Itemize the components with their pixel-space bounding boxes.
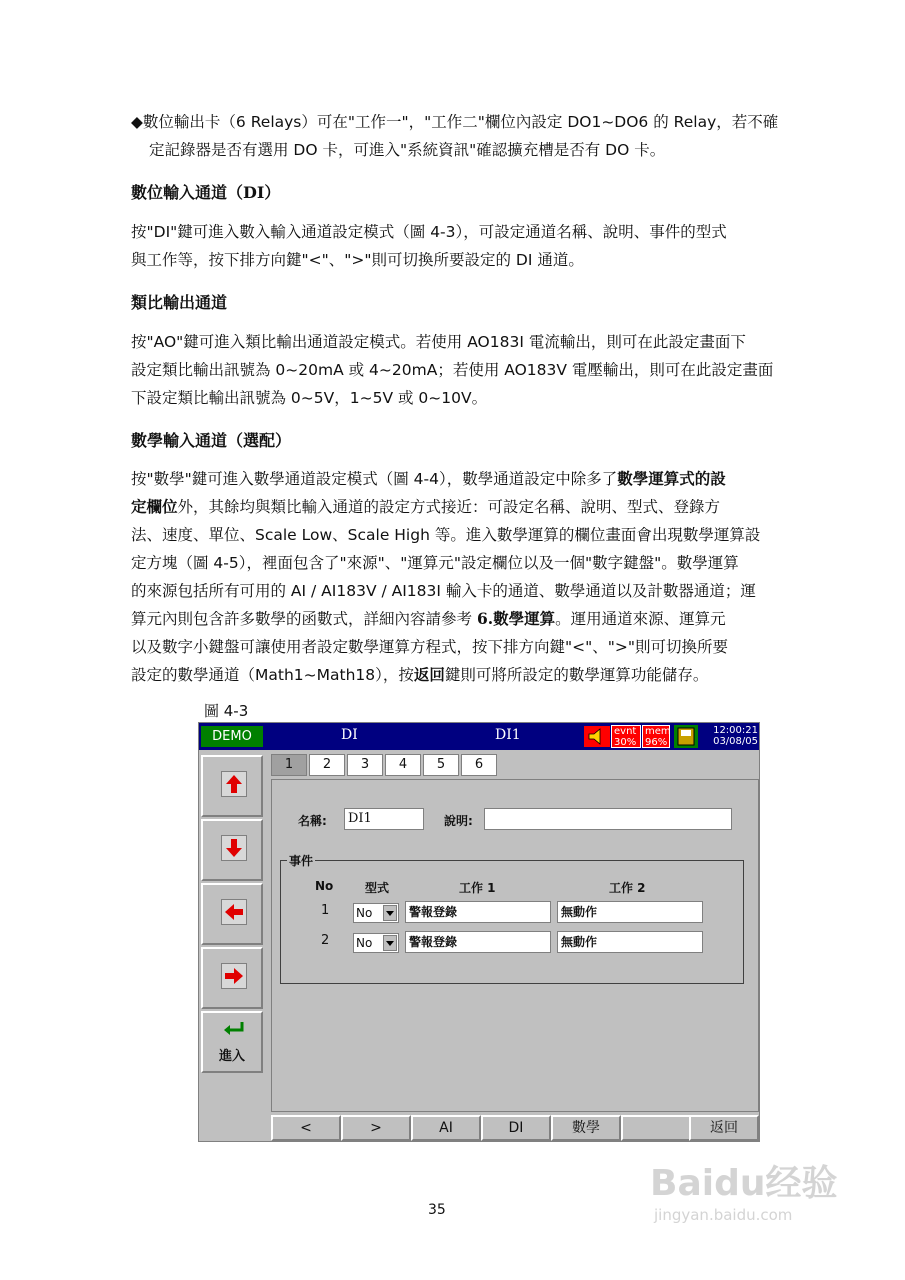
name-input[interactable]: DI1: [344, 808, 424, 830]
paragraph-ao-line1: 按"AO"鍵可進入類比輸出通道設定模式。若使用 AO183I 電流輸出，則可在此設定畫面下: [131, 333, 746, 351]
paragraph-math-line1: 按"數學"鍵可進入數學通道設定模式（圖 4-4），數學通道設定中除多了數學運算式的設: [131, 469, 726, 488]
side-toolbar: [199, 751, 265, 1141]
description-label: 說明:: [444, 814, 473, 828]
tab-2[interactable]: 2: [309, 754, 345, 776]
tab-3[interactable]: 3: [347, 754, 383, 776]
heading-analog-output: 類比輸出通道: [131, 293, 228, 312]
paragraph-do-line1: ◆數位輸出卡（6 Relays）可在"工作一"，"工作二"欄位內設定 DO1~DO6 的 Relay，若不確: [131, 113, 779, 131]
up-button[interactable]: [201, 755, 263, 817]
paragraph-ao-line2: 設定類比輸出訊號為 0~20mA 或 4~20mA；若使用 AO183V 電壓輸出，則可在此設定畫面: [131, 361, 774, 379]
heading-digital-input: 數位輸入通道（DI）: [131, 183, 281, 202]
bottom-toolbar: [271, 1115, 759, 1141]
tab-6[interactable]: 6: [461, 754, 497, 776]
paragraph-di-line2: 與工作等，按下排方向鍵"<"、">"則可切換所要設定的 DI 通道。: [131, 251, 584, 269]
paragraph-math-line4: 定方塊（圖 4-5），裡面包含了"來源"、"運算元"設定欄位以及一個"數字鍵盤"。數學運算: [131, 554, 739, 572]
paragraph-ao-line3: 下設定類比輸出訊號為 0~5V，1~5V 或 0~10V。: [131, 389, 488, 407]
row1-job1-input[interactable]: 警報登錄: [405, 901, 551, 923]
down-button[interactable]: [201, 819, 263, 881]
settings-panel: [271, 779, 759, 1112]
prev-button[interactable]: <: [271, 1115, 341, 1141]
page-number: 35: [428, 1202, 446, 1218]
col-job2: 工作 2: [609, 881, 646, 895]
event-group: [280, 854, 744, 984]
chevron-down-icon: [383, 905, 397, 921]
math-button[interactable]: 數學: [551, 1115, 621, 1141]
col-no: No: [315, 879, 334, 893]
figure-caption: 圖 4-3: [204, 702, 249, 720]
tab-1[interactable]: 1: [271, 754, 307, 776]
speaker-icon[interactable]: [584, 726, 610, 747]
paragraph-math-line5: 的來源包括所有可用的 AI / AI183V / AI183I 輸入卡的通道、數學通道以及計數器通道；運: [131, 582, 756, 600]
empty-button[interactable]: [621, 1115, 691, 1141]
clock: 12:00:21 03/08/05: [703, 725, 758, 748]
back-button[interactable]: 返回: [689, 1115, 759, 1141]
recorder-screenshot: [198, 722, 760, 1142]
enter-label: 進入: [218, 1049, 245, 1064]
chevron-down-icon: [383, 935, 397, 951]
paragraph-math-line2: 定欄位外，其餘均與類比輸入通道的設定方式接近：可設定名稱、說明、型式、登錄方: [131, 497, 721, 516]
arrow-up-icon: [221, 771, 247, 797]
paragraph-math-line3: 法、速度、單位、Scale Low、Scale High 等。進入數學運算的欄位畫面會出現數學運算設: [131, 526, 761, 544]
arrow-right-icon: [221, 963, 247, 989]
row1-job2-input[interactable]: 無動作: [557, 901, 703, 923]
watermark-url: jingyan.baidu.com: [654, 1206, 793, 1224]
tab-4[interactable]: 4: [385, 754, 421, 776]
ai-button[interactable]: AI: [411, 1115, 481, 1141]
paragraph-math-line8: 設定的數學通道（Math1~Math18），按返回鍵則可將所設定的數學運算功能儲存。: [131, 665, 709, 684]
col-type: 型式: [365, 881, 390, 895]
description-input[interactable]: [484, 808, 732, 830]
row1-no: 1: [321, 903, 330, 918]
row2-job1-input[interactable]: 警報登錄: [405, 931, 551, 953]
heading-math-input: 數學輸入通道（選配）: [131, 431, 292, 450]
title-bar: [199, 723, 759, 750]
demo-badge: DEMO: [201, 726, 263, 747]
enter-button[interactable]: [201, 1011, 263, 1073]
arrow-down-icon: [221, 835, 247, 861]
col-job1: 工作 1: [459, 881, 496, 895]
next-button[interactable]: >: [341, 1115, 411, 1141]
tab-5[interactable]: 5: [423, 754, 459, 776]
event-group-label: 事件: [289, 854, 314, 868]
mode-label: DI: [341, 727, 358, 743]
di-button[interactable]: DI: [481, 1115, 551, 1141]
row2-no: 2: [321, 933, 330, 948]
name-label: 名稱:: [298, 814, 327, 828]
channel-label: DI1: [495, 727, 521, 743]
right-button[interactable]: [201, 947, 263, 1009]
paragraph-di-line1: 按"DI"鍵可進入數入輸入通道設定模式（圖 4-3），可設定通道名稱、說明、事件的型式: [131, 223, 727, 241]
watermark-brand: Baidu经验: [650, 1163, 838, 1204]
paragraph-do-line2: 定記錄器是否有選用 DO 卡，可進入"系統資訊"確認擴充槽是否有 DO 卡。: [149, 141, 666, 159]
watermark: [650, 1155, 837, 1224]
left-button[interactable]: [201, 883, 263, 945]
memory-usage: mem 96%: [642, 725, 670, 748]
row2-job2-input[interactable]: 無動作: [557, 931, 703, 953]
row2-type-select[interactable]: No: [353, 933, 399, 953]
storage-icon: [674, 725, 698, 748]
paragraph-math-line6: 算元內則包含許多數學的函數式，詳細內容請參考 6.數學運算。運用通道來源、運算元: [131, 609, 726, 628]
arrow-left-icon: [221, 899, 247, 925]
enter-icon: [221, 1019, 247, 1045]
paragraph-math-line7: 以及數字小鍵盤可讓使用者設定數學運算方程式，按下排方向鍵"<"、">"則可切換所要: [131, 638, 728, 656]
event-usage: evnt 30%: [611, 725, 641, 748]
row1-type-select[interactable]: No: [353, 903, 399, 923]
